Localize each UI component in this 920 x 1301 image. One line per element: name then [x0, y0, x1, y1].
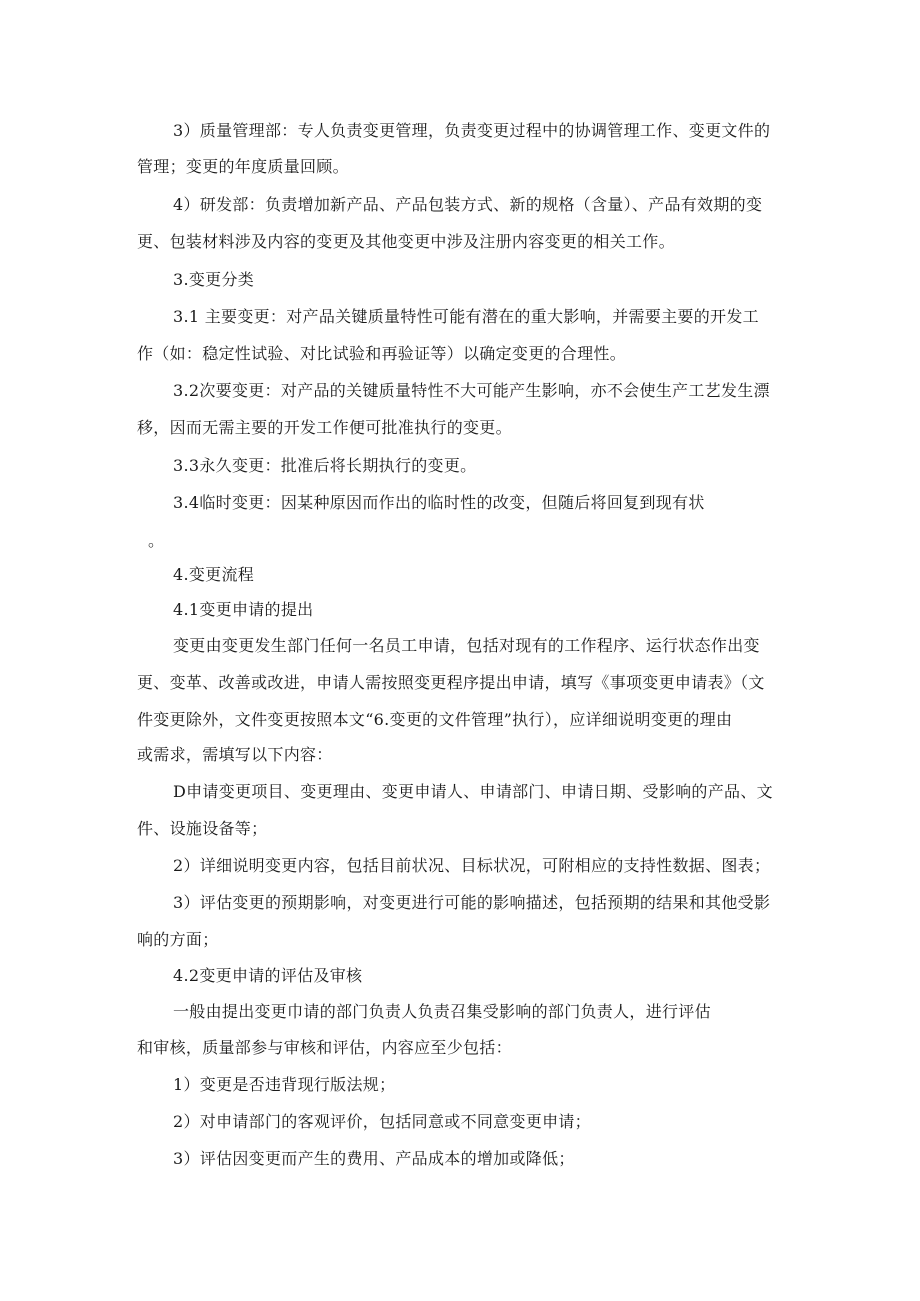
text-line: 作（如：稳定性试验、对比试验和再验证等）以确定变更的合理性。	[137, 344, 627, 363]
text-line: 3）评估因变更而产生的费用、产品成本的增加或降低；	[173, 1149, 575, 1168]
text-line: 3）质量管理部：专人负责变更管理，负责变更过程中的协调管理工作、变更文件的	[173, 121, 771, 140]
text-line: 4）研发部：负责增加新产品、产品包装方式、新的规格（含量）、产品有效期的变	[173, 195, 763, 214]
text-line: 和审核，质量部参与审核和评估，内容应至少包括：	[137, 1038, 512, 1057]
text-line: D申请变更项目、变更理由、变更申请人、申请部门、申请日期、受影响的产品、文	[173, 782, 773, 801]
text-line: 2）对申请部门的客观评价，包括同意或不同意变更申请；	[173, 1112, 591, 1131]
text-line: 3.2次要变更：对产品的关键质量特性不大可能产生影响，亦不会使生产工艺发生漂	[173, 381, 770, 400]
text-line: 3.4临时变更：因某种原因而作出的临时性的改变，但随后将回复到现有状	[173, 493, 705, 512]
text-line: 变更由变更发生部门任何一名员工申请，包括对现有的工作程序、运行状态作出变	[173, 636, 760, 655]
text-line: 。	[148, 531, 165, 550]
text-line: 一般由提出变更巾请的部门负责人负责召集受影响的部门负责人，进行评估	[173, 1002, 711, 1021]
text-line: 移，因而无需主要的开发工作便可批准执行的变更。	[137, 418, 512, 437]
subsection-heading: 4.2变更申请的评估及审核	[173, 966, 363, 985]
text-line: 管理；变更的年度质量回顾。	[137, 157, 349, 176]
text-line: 件变更除外，文件变更按照本文“6.变更的文件管理”执行），应详细说明变更的理由	[137, 710, 733, 729]
text-line: 3.1 主要变更：对产品关键质量特性可能有潜在的重大影响，并需要主要的开发工	[173, 307, 759, 326]
text-line: 2）详细说明变更内容，包括目前状况、目标状况，可附相应的支持性数据、图表；	[173, 856, 771, 875]
text-line: 更、变革、改善或改进，申请人需按照变更程序提出申请，填写《事项变更申请表》（文	[137, 673, 765, 692]
text-line: 3.3永久变更：批准后将长期执行的变更。	[173, 456, 477, 475]
subsection-heading: 4.1变更申请的提出	[173, 600, 314, 619]
section-heading: 4.变更流程	[173, 565, 255, 584]
text-line: 或需求，需填写以下内容：	[137, 745, 333, 764]
text-line: 响的方面；	[137, 930, 219, 949]
section-heading: 3.变更分类	[173, 270, 255, 289]
text-line: 更、包装材料涉及内容的变更及其他变更中涉及注册内容变更的相关工作。	[137, 232, 675, 251]
text-line: 3）评估变更的预期影响，对变更进行可能的影响描述，包括预期的结果和其他受影	[173, 893, 771, 912]
text-line: 件、设施设备等；	[137, 819, 268, 838]
text-line: 1）变更是否违背现行版法规；	[173, 1075, 396, 1094]
